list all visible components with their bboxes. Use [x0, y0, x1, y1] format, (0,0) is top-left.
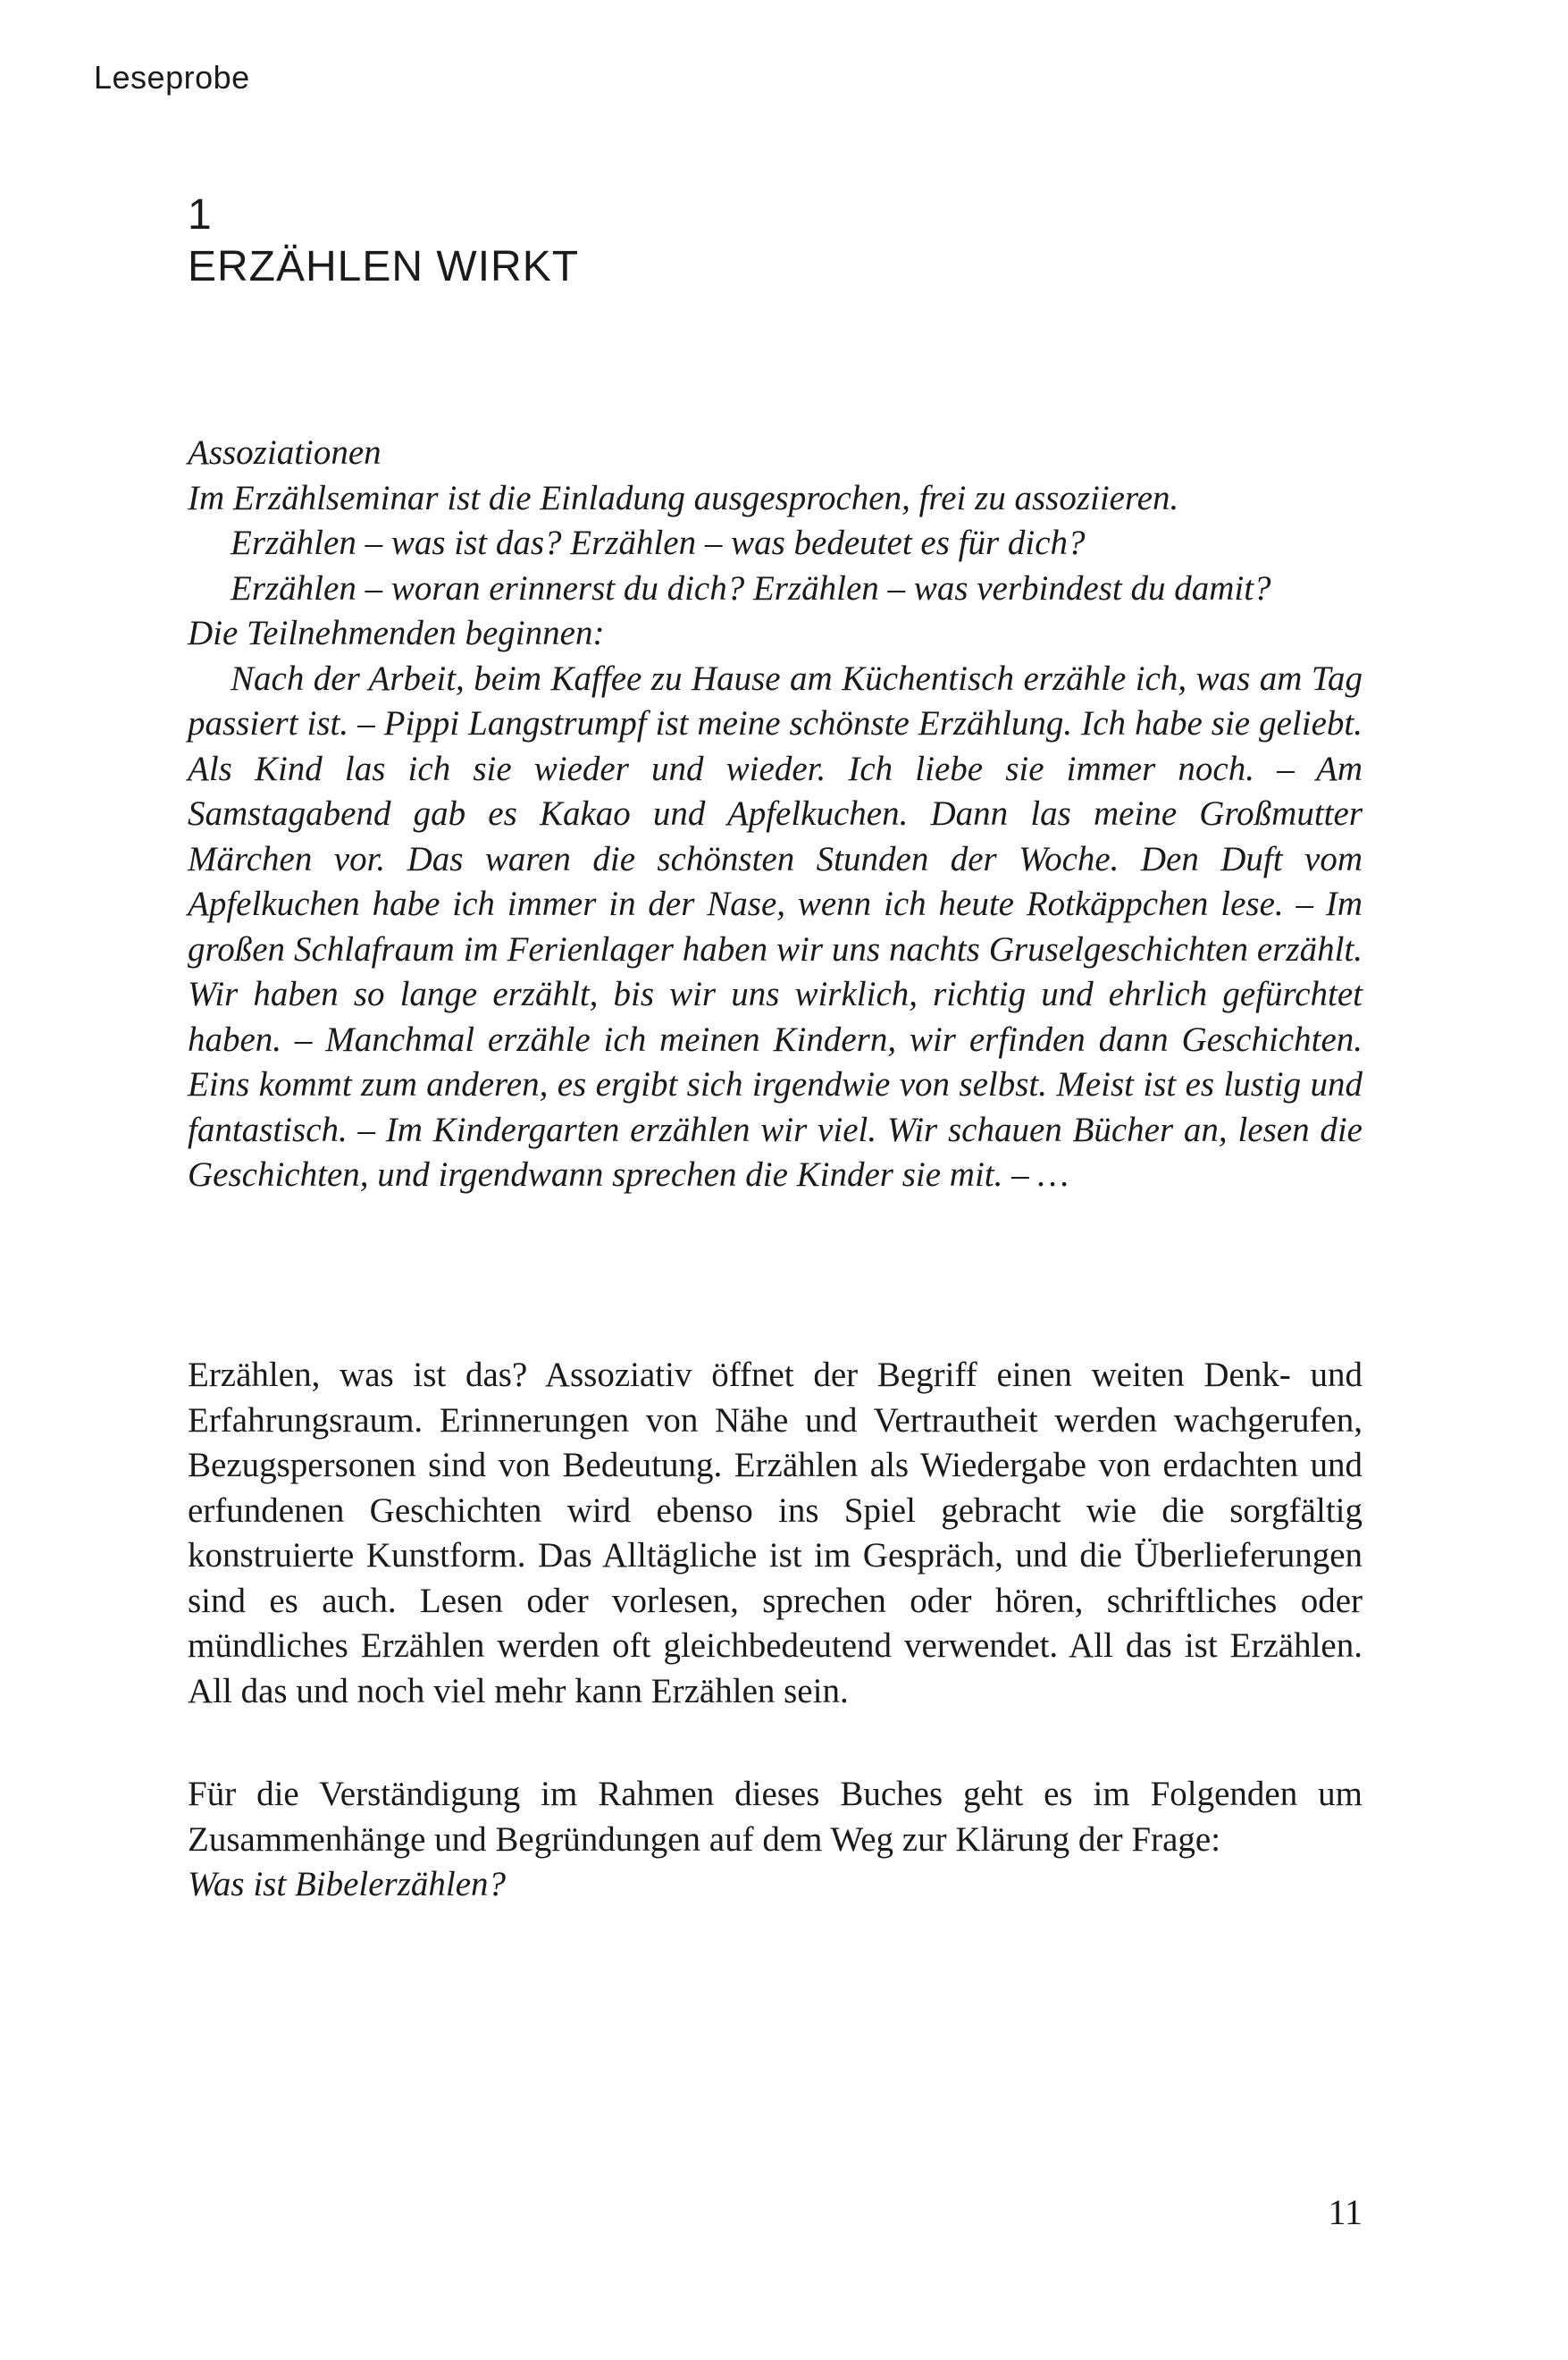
associations-responses: Nach der Arbeit, beim Kaffee zu Hause am Küchentisch erzähle ich, was am Tag passiert ist. – Pippi Langstrumpf ist meine schönste Erzählung. Ich habe sie geliebt. Als Kind las ich sie wieder und wieder. Ich liebe sie immer noch. – Am Samstagabend gab es Kakao und Apfelkuchen. Dann las meine Großmutter Märchen vor. Das waren die schönsten Stunden der Woche. Den Duft vom Apfelkuchen habe ich immer in der Nase, wenn ich heute Rotkäppchen lese. – Im großen Schlafraum im Ferienlager haben wir uns nachts Gruselgeschichten erzählt. Wir haben so lange erzählt, bis wir uns wirklich, richtig und ehrlich gefürchtet haben. – Manchmal erzähle ich meinen Kindern, wir erfinden dann Geschichten. Eins kommt zum anderen, es ergibt sich irgendwie von selbst. Meist ist es lustig und fantastisch. – Im Kindergarten erzählen wir viel. Wir schauen Bücher an, lesen die Geschichten, und irgendwann sprechen die Kinder sie mit. – …	[188, 659, 1363, 1194]
paragraph-question: Was ist Bibelerzählen?	[188, 1865, 507, 1903]
paragraph-text: Erzählen, was ist das? Assoziativ öffnet der Begriff einen weiten Denk- und Erfahrungsraum. Erinnerungen von Nähe und Vertrautheit werden wachgerufen, Bezugspersonen sind von Bedeutung. Erzählen als Wiedergabe von erdachten und erfundenen Geschichten wird ebenso ins Spiel gebracht wie die sorgfältig konstruierte Kunstform. Das Alltägliche ist im Gespräch, und die Überlieferungen sind es auch. Lesen oder vorlesen, sprechen oder hören, schriftliches oder mündliches Erzählen werden oft gleichbedeutend verwendet. All das ist Erzählen. All das und noch viel mehr kann Erzählen sein.	[188, 1356, 1363, 1710]
associations-lead-in: Die Teilnehmenden beginnen:	[188, 614, 605, 652]
associations-question-1: Erzählen – was ist das? Erzählen – was bedeutet es für dich?	[231, 524, 1086, 562]
associations-section	[188, 431, 1363, 1198]
associations-question-2: Erzählen – woran erinnerst du dich? Erzählen – was verbindest du damit?	[231, 568, 1271, 608]
associations-intro: Im Erzählseminar ist die Einladung ausgesprochen, frei zu assoziieren.	[188, 478, 1179, 517]
body-paragraph-2	[188, 1772, 1363, 1908]
paragraph-text: Für die Verständigung im Rahmen dieses Buches geht es im Folgenden um Zusammenhänge und Begründungen auf dem Weg zur Klärung der Frage:	[188, 1775, 1363, 1859]
body-paragraph-1	[188, 1353, 1363, 1714]
associations-heading: Assoziationen	[188, 433, 382, 472]
chapter-heading	[188, 189, 579, 293]
chapter-number: 1	[188, 191, 213, 239]
page-number: 11	[1328, 2192, 1363, 2232]
chapter-title: ERZÄHLEN WIRKT	[188, 243, 580, 290]
running-head: Leseprobe	[94, 59, 250, 96]
